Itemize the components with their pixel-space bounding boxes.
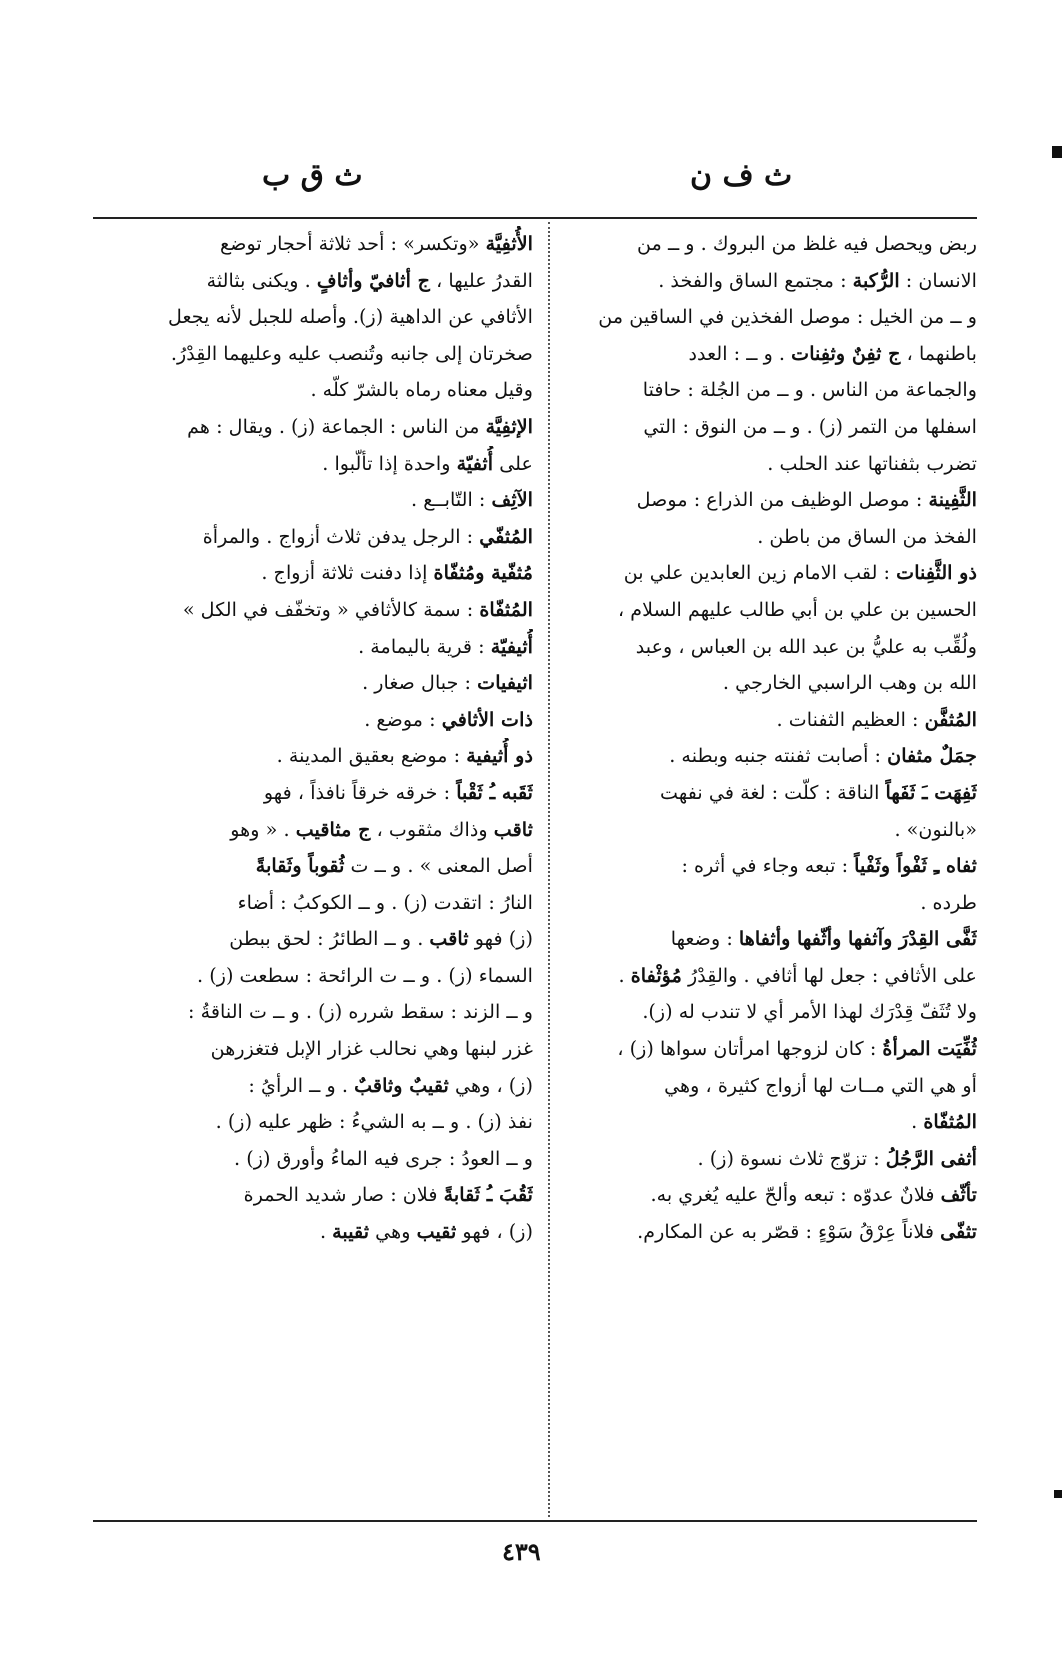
left-column-line — [93, 1141, 533, 1178]
headword: ثَقُبَ ـُ ثَقابةً — [443, 1183, 533, 1207]
headword: ذو أُثيفية — [466, 744, 533, 768]
headword: ج مثاقيب — [295, 817, 371, 841]
definition-text: : قرية باليمامة . — [358, 634, 491, 658]
definition-text: ربض ويحصل فيه غلظ من البروك . و ــ من — [636, 232, 977, 255]
definition-text: : الرجل يدفن ثلاث أزواج . والمرأة — [202, 524, 480, 548]
headword: الأُثفِيَّة — [485, 232, 533, 255]
left-column-line — [93, 592, 533, 629]
right-column-line — [565, 1068, 977, 1105]
headword: ثقيب — [416, 1220, 457, 1244]
definition-text: وقيل معناه رماه بالشرّ كلّه . — [310, 378, 533, 402]
right-column-line — [565, 848, 977, 885]
definition-text: : التّابــع . — [411, 488, 492, 512]
definition-text: واحدة إذا تألّبوا . — [322, 451, 457, 475]
left-column-line — [93, 958, 533, 995]
definition-text: الفخذ من الساق من باطن . — [757, 524, 977, 548]
headword: مُثفّية ومُثفّاة — [433, 561, 533, 585]
running-header-right: ث ف ن — [690, 158, 793, 193]
definition-text: : كان لزوجها امرأتان سواها (ز) ، — [617, 1037, 883, 1061]
left-column-line — [93, 848, 533, 885]
left-column-line — [93, 482, 533, 519]
definition-text: طرده . — [920, 890, 977, 914]
headword: أثفى الرَّجُلُ — [885, 1146, 977, 1170]
headword: ثقيبة — [332, 1220, 370, 1244]
definition-text: : سمة كالأثافي « وتخفّف في الكل » — [182, 597, 480, 621]
definition-text: : وضعها — [670, 927, 739, 951]
definition-text: الانسان : — [899, 268, 977, 292]
headword: المُثفَّن — [924, 707, 977, 731]
definition-text: من الناس : الجماعة (ز) . ويقال : هم — [187, 414, 486, 438]
right-column-line — [565, 1104, 977, 1141]
left-column-line — [93, 372, 533, 409]
left-column-line — [93, 1104, 533, 1141]
left-column-line — [93, 519, 533, 556]
definition-text: (ز) فهو — [468, 927, 533, 951]
headword: ثاقب — [429, 927, 469, 951]
definition-text: . — [319, 1220, 333, 1244]
definition-text: فلان : صار شديد الحمرة — [243, 1183, 444, 1207]
definition-text: : تزوّج ثلاث نسوة (ز) . — [697, 1146, 886, 1170]
definition-text: : جبال صغار . — [362, 671, 478, 695]
column-divider — [548, 222, 550, 1517]
definition-text: الأثافي عن الداهية (ز). وأصله للجبل لأنه يجعل — [167, 305, 533, 329]
left-column-line — [93, 629, 533, 666]
headword: الرُّكبة — [852, 268, 900, 292]
left-column-line — [93, 921, 533, 958]
headword: الثَّفِينة — [928, 488, 977, 512]
definition-text: «بالنون» . — [894, 817, 977, 841]
headword: ذو الثَّفِنات — [896, 561, 977, 585]
definition-text: فلاناً عِرْقُ سَوْءٍ : قصّر به عن المكارم. — [637, 1220, 941, 1244]
headword: ثَفَّى القِدْرَ وآثفها وأثّفها وأثفاها — [738, 927, 977, 951]
running-header-left: ث ق ب — [262, 158, 363, 193]
definition-text: الله بن وهب الراسبي الخارجي . — [722, 671, 977, 695]
definition-text: أو هي التي مــات لها أزواج كثيرة ، وهي — [664, 1073, 977, 1097]
right-column-line — [565, 372, 977, 409]
left-column-line — [93, 299, 533, 336]
headword: مُؤثْفاة — [630, 963, 682, 987]
right-column-line — [565, 958, 977, 995]
definition-text: الحسين بن علي بن أبي طالب عليهم السلام ، — [617, 597, 977, 621]
left-column-line — [93, 446, 533, 483]
right-column-line — [565, 263, 977, 300]
definition-text: . « وهو — [230, 817, 296, 841]
right-column-line — [565, 592, 977, 629]
definition-text: فلانٌ عدوّه : تبعه وألحّ عليه يُغري به. — [650, 1183, 941, 1207]
left-column-line — [93, 702, 533, 739]
headword: تأثّف — [940, 1183, 977, 1207]
left-column-line — [93, 994, 533, 1031]
headword: الآثِف — [491, 488, 533, 512]
definition-text: اسفلها من التمر (ز) . و ــ من النوق : التي — [643, 414, 977, 438]
headword: ثاقب — [493, 817, 533, 841]
definition-text: : مجتمع الساق والفخذ . — [658, 268, 853, 292]
right-column-line — [565, 299, 977, 336]
right-column-line — [565, 226, 977, 263]
definition-text: على — [493, 451, 533, 475]
definition-text: (ز) ، وهي — [448, 1073, 533, 1097]
headword: ثُقوباً وثَقابةً — [255, 854, 345, 878]
left-column-line — [93, 1031, 533, 1068]
edge-mark-bottom — [1054, 1490, 1062, 1498]
right-column-line — [565, 555, 977, 592]
definition-text: . ويكنى بثالثة — [206, 268, 317, 292]
headword: جمَلٌ مثفان — [887, 744, 977, 768]
right-column-line — [565, 702, 977, 739]
right-column-line — [565, 1214, 977, 1251]
definition-text: نفذ (ز) . و ــ به الشيءُ : ظهر عليه (ز) . — [215, 1110, 533, 1134]
definition-text: ولُقِّب به عليُّ بن عبد الله بن العباس ، وعبد — [635, 634, 977, 658]
definition-text: : خرقه خرقاً نافذاً ، فهو — [263, 780, 457, 804]
left-column-line — [93, 226, 533, 263]
definition-text: و ــ العودُ : جرى فيه الماءُ وأورق (ز) . — [234, 1146, 533, 1170]
definition-text: . — [618, 963, 631, 987]
right-column-line — [565, 482, 977, 519]
definition-text: . و ــ الطائرُ : لحق ببطن — [229, 927, 430, 951]
headword: ثفاه ـِ ثَفْواً وثَفْياً — [854, 854, 977, 878]
left-column-line — [93, 885, 533, 922]
definition-text: وذاك مثقوب ، — [370, 817, 494, 841]
left-column-line — [93, 409, 533, 446]
headword: ثقيبٌ وثاقبٌ — [354, 1073, 449, 1097]
definition-text: «وتكسر» : أحد ثلاثة أحجار توضع — [220, 232, 486, 255]
right-column-line — [565, 812, 977, 849]
right-column-line — [565, 519, 977, 556]
right-column-line — [565, 775, 977, 812]
right-column-line — [565, 409, 977, 446]
definition-text: و ــ من الخيل : موصل الفخذين في الساقين من — [598, 305, 977, 329]
left-column-line — [93, 775, 533, 812]
definition-text: السماء (ز) . و ــ ت الرائحة : سطعت (ز) . — [197, 963, 533, 987]
right-column-line — [565, 665, 977, 702]
headword: أُثيفيّة — [490, 634, 533, 658]
headword: ج ثفِنٌ وثفِنات — [791, 341, 901, 365]
definition-text: تضرب بثفناتها عند الحلب . — [767, 451, 977, 475]
definition-text: الناقة : كلّت : لغة في نفهت — [660, 780, 886, 804]
headword: تثفّى — [940, 1220, 977, 1244]
headword: أُثفيّة — [456, 451, 494, 475]
definition-text: و ــ الزند : سقط شرره (ز) . و ــ ت الناقةُ : — [188, 1000, 533, 1024]
right-column-line — [565, 921, 977, 958]
definition-text: . و ــ : العدد — [688, 341, 792, 365]
headword: المُثفّاة — [923, 1110, 977, 1134]
definition-text: : موضع بعقيق المدينة . — [276, 744, 467, 768]
left-column-line — [93, 263, 533, 300]
right-column-line — [565, 994, 977, 1031]
definition-text: وهي — [369, 1220, 417, 1244]
definition-text: غزر لبنها وهي نحالب غزار الإبل فتغزرهن — [210, 1037, 533, 1061]
headword: المُثفّي — [479, 524, 533, 548]
definition-text: . — [911, 1110, 924, 1134]
right-column-line — [565, 446, 977, 483]
definition-text: . و ــ الرأيُ : — [248, 1073, 355, 1097]
headword: الإثفِيَّة — [485, 414, 533, 438]
left-column-line — [93, 1177, 533, 1214]
footer-rule — [93, 1520, 977, 1522]
definition-text: ولا تُثَفّ قِدْرَك لهذا الأمر أي لا تندب له (ز). — [642, 1000, 977, 1024]
definition-text: : موصل الوظيف من الذراع : موصل — [636, 488, 929, 512]
definition-text: : أصابت ثفنته جنبه وبطنه . — [669, 744, 888, 768]
left-column-line — [93, 336, 533, 373]
left-column-line — [93, 1068, 533, 1105]
left-column-line — [93, 738, 533, 775]
edge-mark-top — [1052, 146, 1062, 158]
definition-text: والجماعة من الناس . و ــ من الجُلة : حافتا — [642, 378, 977, 402]
headword: ثُفِّيَت المرأةُ — [882, 1037, 977, 1061]
definition-text: النارُ : اتقدت (ز) . و ــ الكوكبُ : أضاء — [237, 890, 533, 914]
left-column-line — [93, 812, 533, 849]
left-column-line — [93, 1214, 533, 1251]
right-column-line — [565, 1177, 977, 1214]
definition-text: إذا دفنت ثلاثة أزواج . — [261, 561, 434, 585]
definition-text: أصل المعنى » . و ــ ت — [344, 854, 533, 878]
definition-text: القدرُ عليها ، — [430, 268, 533, 292]
definition-text: : العظيم الثفنات . — [776, 707, 925, 731]
definition-text: (ز) ، فهو — [456, 1220, 533, 1244]
definition-text: صخرتان إلى جانبه وتُنصب عليه وعليهما القِدْرُ. — [170, 341, 533, 365]
right-column-line — [565, 885, 977, 922]
right-column-line — [565, 1141, 977, 1178]
definition-text: : تبعه وجاء في أثره : — [681, 854, 855, 878]
right-column — [565, 226, 977, 1251]
headword: ج أثافيّ وأثافٍ — [316, 268, 430, 292]
definition-text: : موضع . — [364, 707, 442, 731]
definition-text: باطنهما ، — [900, 341, 977, 365]
right-column-line — [565, 336, 977, 373]
header-rule — [93, 217, 977, 219]
right-column-line — [565, 738, 977, 775]
definition-text: : لقب الامام زين العابدين علي بن — [623, 561, 897, 585]
headword: ثَقَبه ـُ ثَقْباً — [456, 780, 533, 804]
left-column-line — [93, 665, 533, 702]
headword: ذات الأثافي — [441, 707, 533, 731]
definition-text: على الأثافي : جعل لها أثافي . والقِدْرُ — [681, 963, 977, 987]
page-number: ٤٣٩ — [502, 1537, 541, 1566]
headword: اثيفيات — [477, 671, 533, 695]
left-column — [93, 226, 533, 1251]
headword: ثَفِهَت ـَ ثَفَهاً — [885, 780, 977, 804]
headword: المُثفّاة — [479, 597, 533, 621]
right-column-line — [565, 1031, 977, 1068]
left-column-line — [93, 555, 533, 592]
right-column-line — [565, 629, 977, 666]
